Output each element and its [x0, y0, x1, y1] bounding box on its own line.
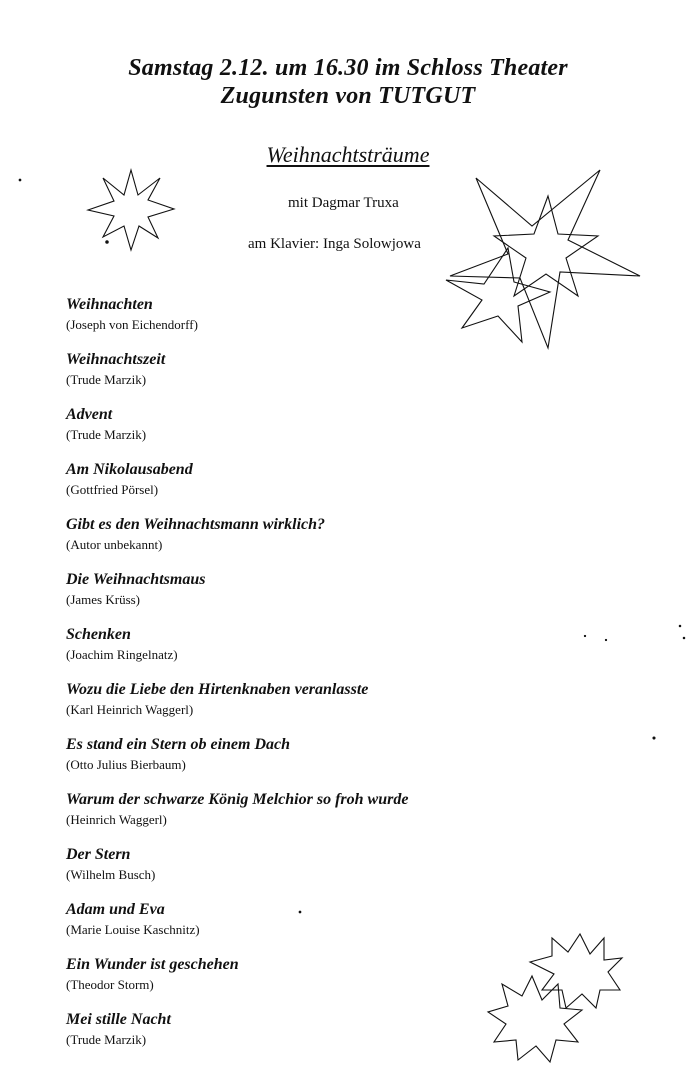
program-item-title: Warum der schwarze König Melchior so froh wurde [66, 791, 409, 808]
star-icon-middle [494, 196, 598, 296]
program-list [66, 295, 486, 1065]
program-item-title: Weihnachten [66, 296, 153, 313]
program-item-title: Es stand ein Stern ob einem Dach [66, 736, 291, 753]
program-item [66, 680, 486, 735]
program-item-title: Ein Wunder ist geschehen [66, 956, 239, 973]
program-item-title: Der Stern [66, 846, 131, 863]
program-item-title: Am Nikolausabend [66, 461, 193, 478]
program-item-author: (Trude Marzik) [66, 1032, 147, 1047]
program-item [66, 625, 486, 680]
program-item [66, 845, 486, 900]
program-item [66, 460, 486, 515]
performer-line: mit Dagmar Truxa [288, 195, 399, 211]
program-item [66, 405, 486, 460]
program-item-title: Advent [66, 406, 113, 423]
program-item-author: (Joachim Ringelnatz) [66, 647, 178, 662]
program-item-author: (Joseph von Eichendorff) [66, 317, 198, 332]
program-item-author: (Theodor Storm) [66, 977, 154, 992]
program-item-author: (Trude Marzik) [66, 372, 147, 387]
program-item-author: (Marie Louise Kaschnitz) [66, 922, 200, 937]
program-item [66, 570, 486, 625]
program-item-author: (Heinrich Waggerl) [66, 812, 167, 827]
program-item [66, 1010, 486, 1065]
program-item-title: Schenken [66, 626, 131, 643]
program-item-author: (Karl Heinrich Waggerl) [66, 702, 194, 717]
event-title: Weihnachtsträume [266, 142, 430, 167]
program-item-author: (Otto Julius Bierbaum) [66, 757, 186, 772]
star-icon-left [88, 170, 174, 250]
program-item [66, 515, 486, 570]
program-item [66, 295, 486, 350]
program-item-author: (Autor unbekannt) [66, 537, 163, 552]
program-item-author: (James Krüss) [66, 592, 141, 607]
program-item [66, 350, 486, 405]
program-item [66, 955, 486, 1010]
header-line-1: Samstag 2.12. um 16.30 im Schloss Theater [128, 55, 568, 81]
header-line-2: Zugunsten von TUTGUT [220, 83, 476, 109]
program-item-author: (Wilhelm Busch) [66, 867, 156, 882]
program-item-title: Adam und Eva [66, 901, 165, 918]
program-item-title: Die Weihnachtsmaus [66, 571, 206, 588]
program-item-author: (Gottfried Pörsel) [66, 482, 159, 497]
program-item-title: Gibt es den Weihnachtsmann wirklich? [66, 516, 326, 533]
program-item-title: Mei stille Nacht [66, 1011, 171, 1028]
program-item-title: Weihnachtszeit [66, 351, 166, 368]
piano-line: am Klavier: Inga Solowjowa [248, 236, 421, 252]
program-item [66, 735, 486, 790]
burst-icon-lower [488, 976, 582, 1062]
program-item [66, 900, 486, 955]
program-item-title: Wozu die Liebe den Hirtenknaben veranlasste [66, 681, 369, 698]
burst-icon-upper [530, 934, 622, 1008]
program-item [66, 790, 486, 845]
program-item-author: (Trude Marzik) [66, 427, 147, 442]
